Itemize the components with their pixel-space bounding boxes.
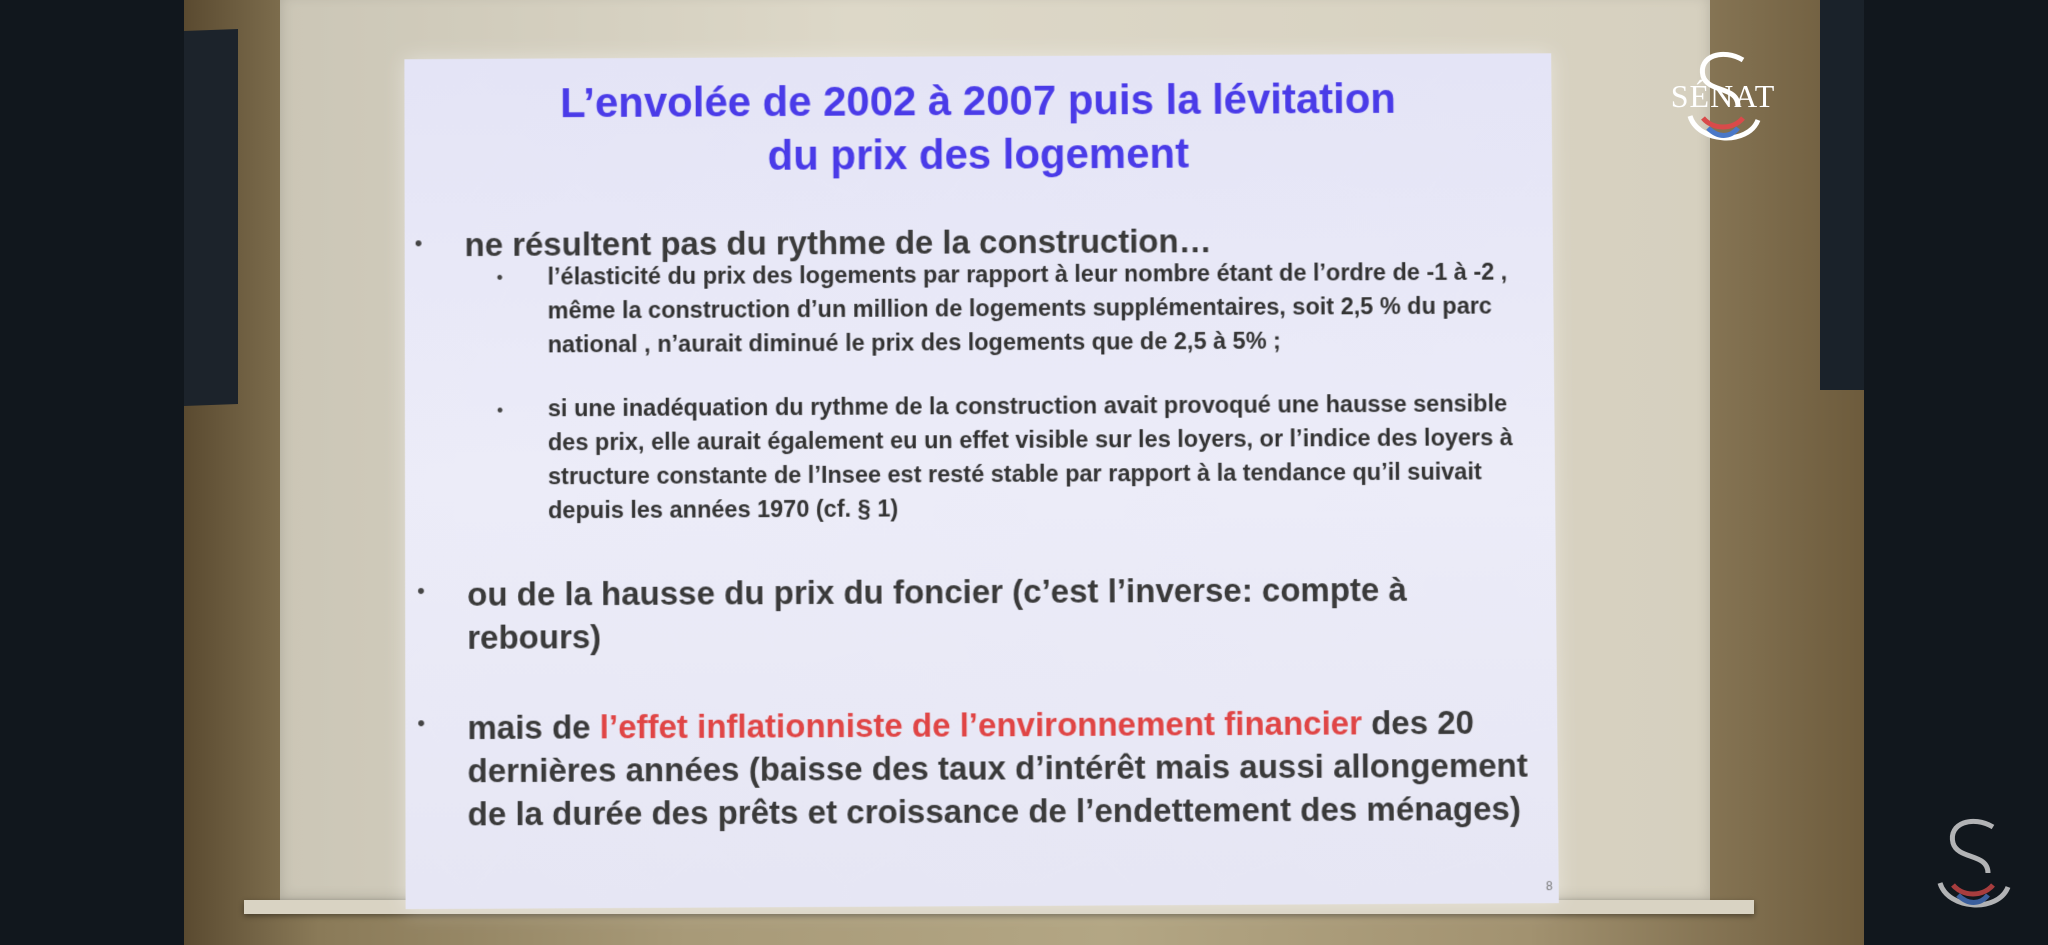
senat-logo (1668, 48, 1778, 158)
bullet-1: ne résultent pas du rythme de la construction… (464, 222, 1212, 264)
dark-background-left (0, 0, 184, 945)
bullet-3-highlight: l’effet inflationniste de l’environnement financier (599, 704, 1363, 746)
bullet-3-marker: • (417, 710, 426, 736)
wall-panel-right (1820, 0, 1864, 390)
bullet-2: ou de la hausse du prix du foncier (c’est l’inverse: compte à rebours) (467, 570, 1407, 656)
senat-logo-text: SÉNAT (1670, 78, 1776, 114)
wall-panel-left (184, 29, 238, 406)
bullet-3 (467, 700, 1530, 835)
slide-title (404, 71, 1552, 184)
bullet-3-prefix: mais de (467, 708, 600, 747)
sub-bullet-2-marker: • (496, 400, 504, 421)
sub-bullet-1: l’élasticité du prix des logements par rapport à leur nombre étant de l’ordre de -1 à -2 , même la construction d’un million de logements supplémentaires, soit 2,5 % du parc national , n’aurait diminué le prix des logements que de 2,5 à 5% ; (547, 258, 1508, 358)
senat-watermark (1918, 815, 2028, 925)
slide-page-number: 8 (1545, 879, 1553, 894)
sub-bullet-2: si une inadéquation du rythme de la construction avait provoqué une hausse sensible des prix, elle aurait également eu un effet visible sur les loyers, or l’indice des loyers à structure constante de l’Insee est resté stable par rapport à la tendance qu’il suivait depuis les années 1970 (cf. § 1) (547, 390, 1513, 524)
slide-title-line2: du prix des logement (767, 129, 1190, 179)
senat-watermark-icon (1918, 815, 2028, 925)
dark-background-right (1864, 0, 2048, 945)
sub-bullet-1-marker: • (496, 267, 503, 288)
bullet-1-marker: • (414, 230, 423, 256)
bullet-3-suffix: des 20 dernières années (baisse des taux d’intérêt mais aussi allongement de la durée des prêts et croissance de l’endettement des ménages) (467, 703, 1528, 833)
presentation-slide (404, 53, 1558, 909)
bullet-2-marker: • (417, 577, 425, 604)
slide-title-line1: L’envolée de 2002 à 2007 puis la lévitation (559, 74, 1397, 127)
